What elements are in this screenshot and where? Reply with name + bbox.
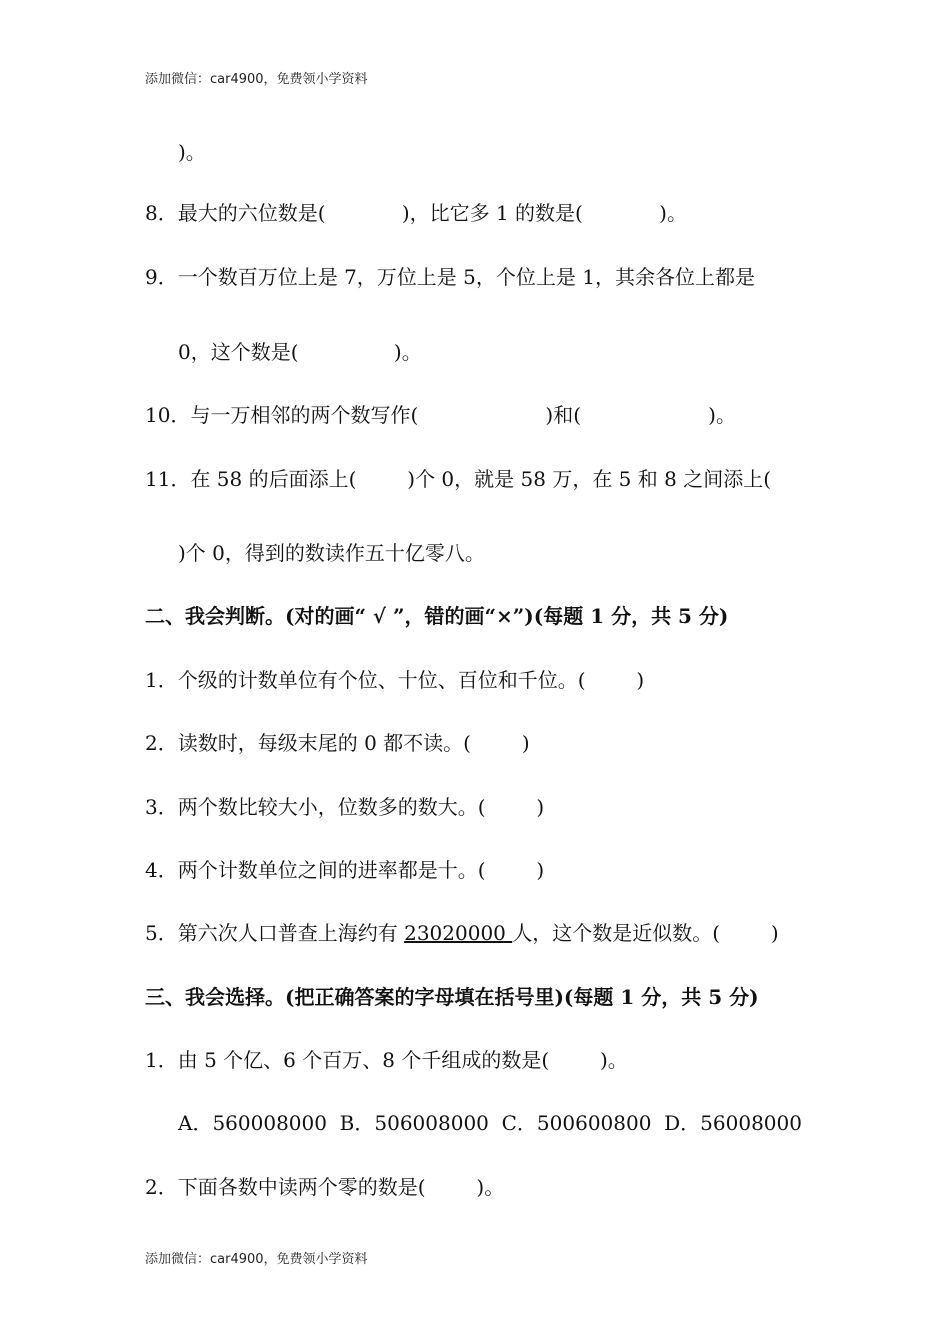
choice-1-options: A．560008000 B．506008000 C．500600800 D．56008000 — [178, 1111, 802, 1135]
choice-1: 1．由 5 个亿、6 个百万、8 个千组成的数是( )。 — [145, 1048, 628, 1072]
section-3-heading: 三、我会选择。(把正确答案的字母填在括号里)(每题 1 分，共 5 分) — [145, 985, 759, 1009]
question-9-continuation: 0，这个数是( )。 — [178, 340, 422, 364]
judge-2: 2．读数时，每级末尾的 0 都不读。( ) — [145, 731, 530, 755]
judge-5-number: 23020000 — [404, 921, 513, 945]
question-8: 8．最大的六位数是( )，比它多 1 的数是( )。 — [145, 201, 687, 225]
choice-2: 2．下面各数中读两个零的数是( )。 — [145, 1175, 505, 1199]
question-11-continuation: )个 0，得到的数读作五十亿零八。 — [178, 541, 485, 565]
q7-continuation: )。 — [178, 140, 206, 164]
section-2-heading: 二、我会判断。(对的画“ √ ”，错的画“×”)(每题 1 分，共 5 分) — [145, 604, 729, 628]
page-footer: 添加微信：car4900，免费领小学资料 — [145, 1252, 368, 1267]
page-header: 添加微信：car4900，免费领小学资料 — [145, 72, 368, 87]
judge-5-text-b: 人，这个数是近似数。( ) — [512, 921, 779, 945]
question-9: 9．一个数百万位上是 7，万位上是 5，个位上是 1，其余各位上都是 — [145, 265, 755, 289]
question-11: 11．在 58 的后面添上( )个 0，就是 58 万，在 5 和 8 之间添上( — [145, 467, 772, 491]
question-10: 10．与一万相邻的两个数写作( )和( )。 — [145, 403, 736, 427]
judge-5 — [145, 923, 779, 943]
judge-4: 4．两个计数单位之间的进率都是十。( ) — [145, 858, 545, 882]
judge-5-text-a: 5．第六次人口普查上海约有 — [145, 921, 405, 945]
judge-1: 1．个级的计数单位有个位、十位、百位和千位。( ) — [145, 668, 645, 692]
judge-3: 3．两个数比较大小，位数多的数大。( ) — [145, 795, 545, 819]
